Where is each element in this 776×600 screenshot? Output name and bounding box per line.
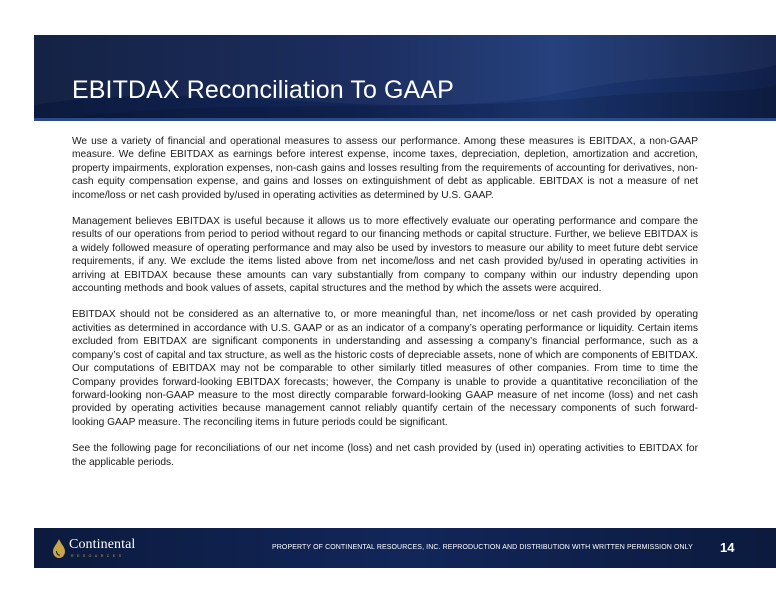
copyright-notice: PROPERTY OF CONTINENTAL RESOURCES, INC. REPRODUCTION AND DISTRIBUTION WITH WRITTEN PERMISSION ONLY [272, 544, 693, 551]
footer-bar [34, 528, 776, 568]
logo-subtitle: RESOURCES [71, 554, 125, 558]
paragraph-definition: We use a variety of financial and operational measures to assess our performance. Among these measures is EBITDAX, a non-GAAP measure. We define EBITDAX as earnings before interest expense, income taxes, depreciation, depletion, amortization and accretion, property impairments, exploration expenses, non-cash gains and losses resulting from the requirements of accounting for derivatives, non-cash equity compensation expense, and gains and losses on extinguishment of debt as applicable. EBITDAX is not a measure of net income/loss or net cash provided by/used in operating activities as determined by U.S. GAAP. [72, 136, 698, 201]
company-logo [52, 537, 142, 561]
page-number: 14 [720, 540, 735, 555]
logo-wordmark: Continental [69, 537, 136, 552]
page-title: EBITDAX Reconciliation To GAAP [72, 76, 454, 104]
paragraph-usefulness: Management believes EBITDAX is useful because it allows us to more effectively evaluate our operating performance and compare the results of our operations from period to period without regard to our financing methods or capital structure. Further, we believe EBITDAX is a widely followed measure of operating performance and may also be used by investors to measure our ability to meet future debt service requirements, if any. We exclude the items listed above from net income/loss and net cash provided by/used in operating activities in arriving at EBITDAX because these amounts can vary substantially from company to company within our industry depending upon accounting methods and book values of assets, capital structures and the method by which the assets were acquired. [72, 216, 698, 295]
oil-drop-icon [52, 539, 66, 558]
body-text [72, 135, 698, 482]
paragraph-see-following: See the following page for reconciliations of our net income (loss) and net cash provided by (used in) operating activities to EBITDAX for the applicable periods. [72, 443, 698, 468]
paragraph-limitations: EBITDAX should not be considered as an alternative to, or more meaningful than, net income/loss or net cash provided by operating activities as determined in accordance with U.S. GAAP or as an indicator of a company’s operating performance or liquidity. Certain items excluded from EBITDAX are significant components in understanding and assessing a company’s financial performance, such as a company’s cost of capital and tax structure, as well as the historic costs of depreciable assets, none of which are components of EBITDAX. Our computations of EBITDAX may not be comparable to other similarly titled measures of other companies. From time to time the Company provides forward-looking EBITDAX forecasts; however, the Company is unable to provide a quantitative reconciliation of the forward-looking non-GAAP measure to the most directly comparable forward-looking GAAP measure of net income (loss) and net cash provided by operating activities because management cannot reliably quantify certain of the necessary components of such forward-looking GAAP measure. The reconciling items in future periods could be significant. [72, 309, 698, 428]
